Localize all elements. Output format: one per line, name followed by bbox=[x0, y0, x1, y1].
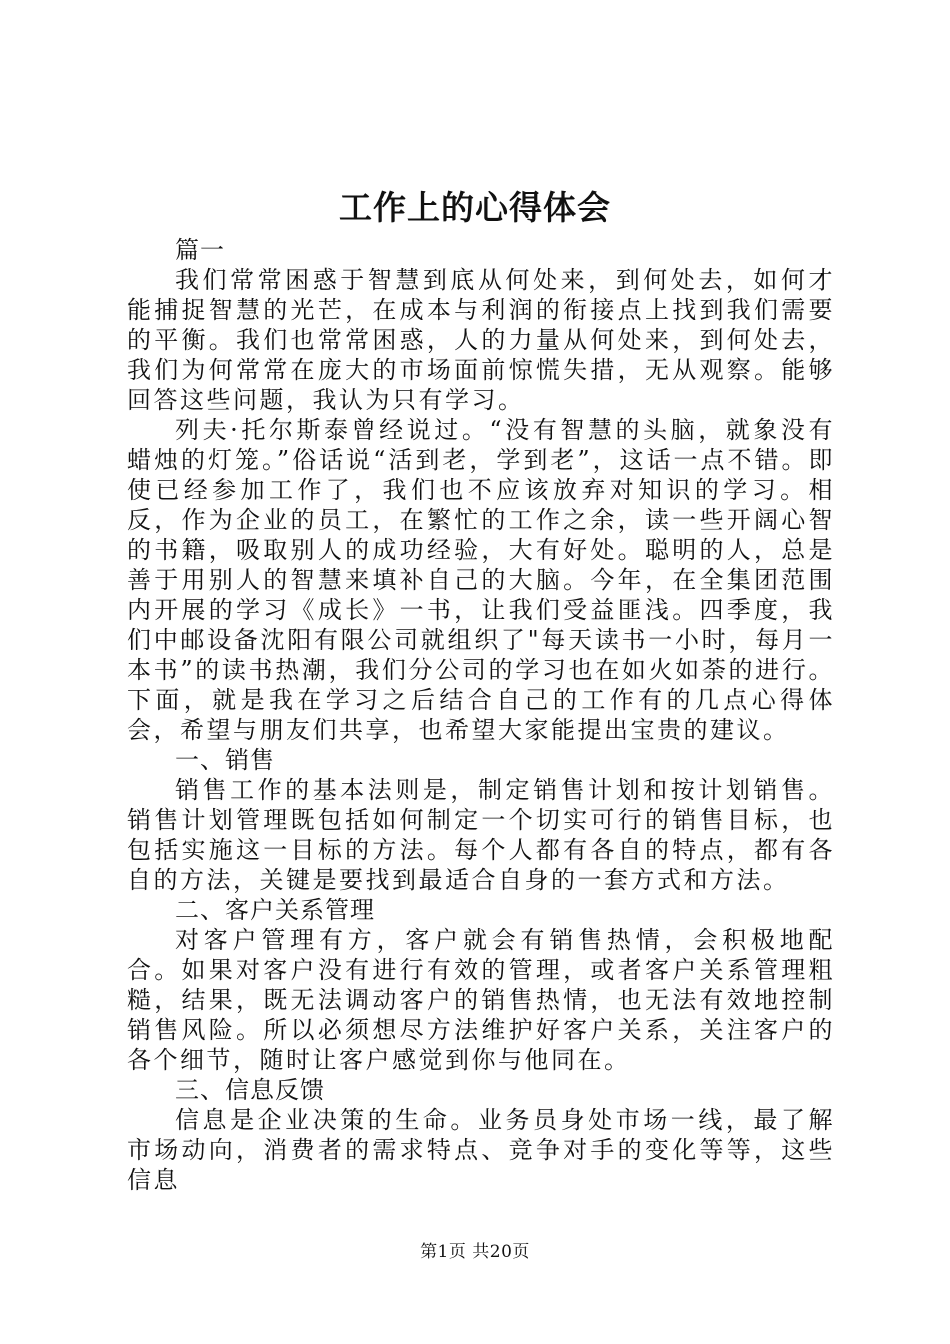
document-body bbox=[127, 235, 835, 1195]
section-heading-customer-relations: 二、客户关系管理 bbox=[175, 896, 375, 924]
section-text-sales: 销售工作的基本法则是，制定销售计划和按计划销售。销售计划管理既包括如何制定一个切实可行的销售目标，也包括实施这一目标的方法。每个人都有各自的特点，都有各自的方法，关键是要找到最适合自身的一套方式和方法。 bbox=[127, 776, 835, 894]
section-label: 篇一 bbox=[175, 236, 225, 264]
paragraph-intro: 我们常常困惑于智慧到底从何处来，到何处去，如何才能捕捉智慧的光芒，在成本与利润的衔接点上找到我们需要的平衡。我们也常常困惑，人的力量从何处来，到何处去，我们为何常常在庞大的市场面前惊慌失措，无从观察。能够回答这些问题，我认为只有学习。 bbox=[127, 266, 835, 414]
section-text-customer-relations: 对客户管理有方，客户就会有销售热情，会积极地配合。如果对客户没有进行有效的管理，或者客户关系管理粗糙，结果，既无法调动客户的销售热情，也无法有效地控制销售风险。所以必须想尽方法维护好客户关系，关注客户的各个细节，随时让客户感觉到你与他同在。 bbox=[127, 926, 835, 1074]
section-heading-sales: 一、销售 bbox=[175, 746, 275, 774]
section-heading-information-feedback: 三、信息反馈 bbox=[175, 1076, 325, 1104]
page-indicator: 第1页 共20页 bbox=[420, 1242, 530, 1262]
section-text-information-feedback: 信息是企业决策的生命。业务员身处市场一线，最了解市场动向，消费者的需求特点、竞争对手的变化等等，这些信息 bbox=[127, 1106, 835, 1194]
document-title: 工作上的心得体会 bbox=[339, 188, 611, 227]
paragraph-tolstoy: 列夫·托尔斯泰曾经说过。“没有智慧的头脑，就象没有蜡烛的灯笼。”俗话说“活到老，学到老”，这话一点不错。即使已经参加工作了，我们也不应该放弃对知识的学习。相反，作为企业的员工，在繁忙的工作之余，读一些开阔心智的书籍，吸取别人的成功经验，大有好处。聪明的人，总是善于用别人的智慧来填补自己的大脑。今年，在全集团范围内开展的学习《成长》一书，让我们受益匪浅。四季度，我们中邮设备沈阳有限公司就组织了"每天读书一小时，每月一本书”的读书热潮，我们分公司的学习也在如火如荼的进行。下面，就是我在学习之后结合自己的工作有的几点心得体会，希望与朋友们共享，也希望大家能提出宝贵的建议。 bbox=[127, 416, 835, 744]
